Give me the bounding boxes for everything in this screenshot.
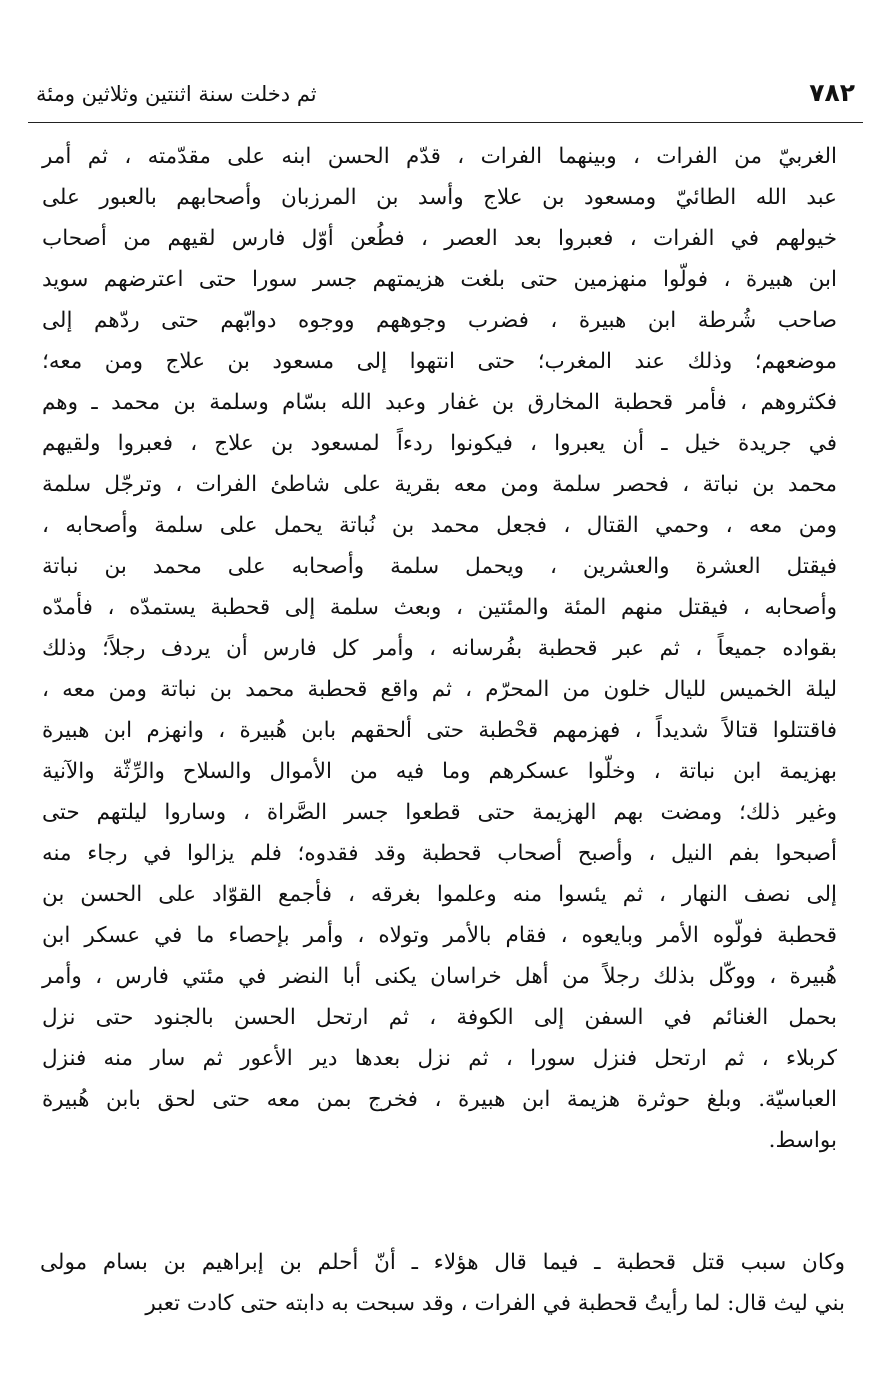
text-line: موضعهم؛ وذلك عند المغرب؛ حتى انتهوا إلى مسعود بن علاج ومن معه؛	[42, 349, 837, 374]
paragraph-next	[40, 1242, 845, 1324]
text-line: فكثروهم ، فأمر قحطبة المخارق بن غفار وعبد الله بسّام وسلمة بن محمد ـ وهم	[42, 390, 837, 415]
text-line: فيقتل العشرة والعشرين ، ويحمل سلمة وأصحابه على محمد بن نباتة	[42, 554, 837, 579]
text-line: وغير ذلك؛ ومضت بهم الهزيمة حتى قطعوا جسر الصَّراة ، وساروا ليلتهم حتى	[42, 800, 837, 825]
text-line: بقواده جميعاً ، ثم عبر قحطبة بفُرسانه ، وأمر كل فارس أن يردف رجلاً؛ وذلك	[42, 636, 837, 661]
text-line: بني ليث قال: لما رأيتُ قحطبة في الفرات ، وقد سبحت به دابته حتى كادت تعبر	[145, 1291, 845, 1316]
page-header	[28, 78, 863, 123]
page-number: ٧٨٢	[809, 78, 855, 107]
text-line: ليلة الخميس لليال خلون من المحرّم ، ثم واقع قحطبة محمد بن نباتة ومن معه ،	[42, 677, 837, 702]
text-line: قحطبة فولّوه الأمر وبايعوه ، فقام بالأمر وتولاه ، وأمر بإحصاء ما في عسكر ابن	[42, 923, 837, 948]
text-line: محمد بن نباتة ، فحصر سلمة ومن معه بقرية على شاطئ الفرات ، وترجّل سلمة	[42, 472, 837, 497]
text-line: العباسيّة. وبلغ حوثرة هزيمة ابن هبيرة ، فخرج بمن معه حتى لحق بابن هُبيرة	[42, 1087, 837, 1112]
text-line: بهزيمة ابن نباتة ، وخلّوا عسكرهم وما فيه من الأموال والسلاح والرِّثّة والآنية	[42, 759, 837, 784]
text-line: فاقتتلوا قتالاً شديداً ، فهزمهم قحْطبة حتى ألحقهم بابن هُبيرة ، وانهزم ابن هبيرة	[42, 718, 837, 743]
text-line: هُبيرة ، ووكّل بذلك رجلاً من أهل خراسان يكنى أبا النضر في مئتي فارس ، وأمر	[42, 964, 837, 989]
text-line: عبد الله الطائيّ ومسعود بن علاج وأسد بن المرزبان وأصحابهم بالعبور على	[42, 185, 837, 210]
running-title: ثم دخلت سنة اثنتين وثلاثين ومئة	[36, 82, 317, 106]
text-line: كربلاء ، ثم ارتحل فنزل سورا ، ثم نزل بعدها دير الأعور ثم سار منه فنزل	[42, 1046, 837, 1071]
text-line: إلى نصف النهار ، ثم يئسوا منه وعلموا بغرقه ، فأجمع القوّاد على الحسن بن	[42, 882, 837, 907]
text-line: ابن هبيرة ، فولّوا منهزمين حتى بلغت هزيمتهم جسر سورا حتى اعترضهم سويد	[42, 267, 837, 292]
text-line: ومن معه ، وحمي القتال ، فجعل محمد بن نُباتة يحمل على سلمة وأصحابه ،	[42, 513, 837, 538]
text-line: وكان سبب قتل قحطبة ـ فيما قال هؤلاء ـ أنّ أحلم بن إبراهيم بن بسام مولى	[40, 1250, 845, 1275]
text-line: خيولهم في الفرات ، فعبروا بعد العصر ، فطُعن أوّل فارس لقيهم من أصحاب	[42, 226, 837, 251]
text-line: في جريدة خيل ـ أن يعبروا ، فيكونوا ردءاً لمسعود بن علاج ، فعبروا ولقيهم	[42, 431, 837, 456]
text-line: بواسط.	[768, 1128, 837, 1153]
text-line: وأصحابه ، فيقتل منهم المئة والمئتين ، وبعث سلمة إلى قحطبة يستمدّه ، فأمدّه	[42, 595, 837, 620]
text-line: أصبحوا بفم النيل ، وأصبح أصحاب قحطبة وقد فقدوه؛ فلم يزالوا في رجاء منه	[42, 841, 837, 866]
paragraph-main	[42, 136, 837, 1161]
text-line: بحمل الغنائم في السفن إلى الكوفة ، ثم ارتحل الحسن بالجنود حتى نزل	[42, 1005, 837, 1030]
text-line: الغربيّ من الفرات ، وبينهما الفرات ، قدّم الحسن ابنه على مقدّمته ، ثم أمر	[42, 144, 837, 169]
text-line: صاحب شُرطة ابن هبيرة ، فضرب وجوههم ووجوه دوابّهم حتى ردّهم إلى	[42, 308, 837, 333]
